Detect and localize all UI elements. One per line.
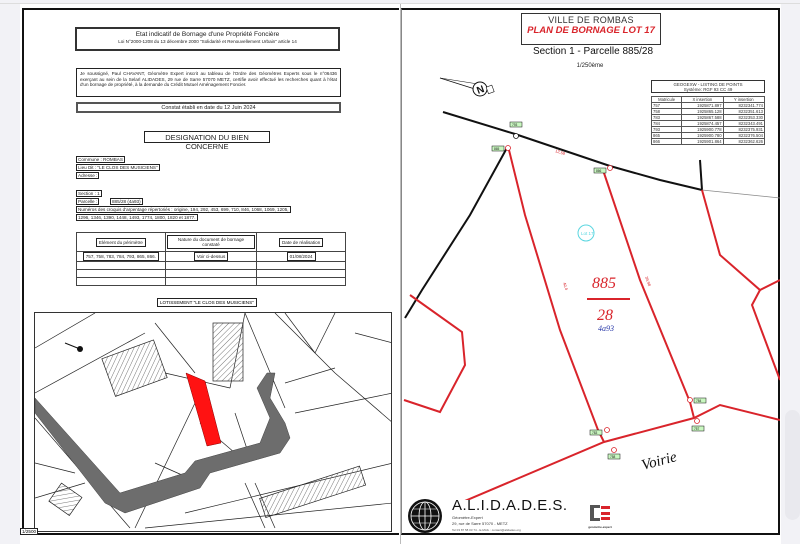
table-row — [77, 278, 346, 286]
adresse-label: Adresse : — [78, 173, 98, 178]
croquis-list-line1: Numéros des croquis d'arpentage répertoriés : origine, 194, 292, 453, 699, 710, 846, 1068, 1069, 1205, — [78, 207, 289, 212]
parcel-sub: 28 — [597, 307, 613, 324]
y-coord: 8232362.626 — [723, 139, 764, 145]
document-title: Etat indicatif de Bornage d'une Propriété Foncière — [135, 31, 280, 38]
y-coord: 8232353.330 — [723, 115, 764, 121]
x-coord: 1925874.457 — [682, 121, 723, 127]
voirie-label: Voirie — [639, 449, 679, 474]
bornage-plan-drawing — [402, 70, 780, 500]
overview-scale: 1/2500 — [22, 529, 37, 534]
svg-text:N: N — [475, 83, 486, 97]
north-arrow-icon — [65, 343, 83, 352]
overview-map-drawing — [35, 313, 392, 532]
company-contact: Tel 03 87 58 03 74 - E-MAIL : contact@alidades.org — [452, 528, 521, 532]
y-coord: 8232376.504 — [723, 133, 764, 139]
geometre-expert-logo-icon — [588, 503, 612, 523]
document-law-reference: Loi N°2000-1208 du 13 décembre 2000 "Solidarité et Renouvellement Urbain" article 14 — [118, 39, 297, 45]
matricule: 758 — [652, 109, 682, 115]
svg-text:757: 757 — [694, 427, 700, 431]
scrollbar[interactable] — [785, 410, 800, 520]
parcel-area: 4a93 — [598, 324, 614, 333]
document-title-box — [75, 27, 340, 51]
svg-text:865: 865 — [494, 147, 500, 151]
lieu-dit-label: Lieu Dit : "LE CLOS DES MUSICIENS" — [78, 165, 158, 170]
x-coord: 1925900.780 — [682, 133, 723, 139]
constat-date: Constat établi en date du 12 Juin 2024 — [76, 102, 341, 113]
header-y: Y insertion — [723, 97, 764, 103]
company-subtitle: Géomètre-Expert — [452, 515, 483, 520]
x-coord: 1925900.778 — [682, 127, 723, 133]
commune-label: Commune : ROMBAS — [78, 157, 123, 162]
geo-listing-title: GEOGEXW - LISTING DE POINTS — [673, 82, 743, 87]
header-date: Date de réalisation — [279, 238, 323, 247]
matricule: 865 — [652, 133, 682, 139]
designation-heading: DESIGNATION DU BIEN CONCERNE — [144, 131, 270, 143]
section-parcelle: Section 1 - Parcelle 885/28 — [532, 46, 654, 57]
parcel-number: 885 — [592, 275, 616, 292]
company-name: A.L.I.D.A.D.E.S. — [452, 497, 568, 514]
table-row — [77, 262, 346, 270]
x-coord: 1925871.897 — [682, 103, 723, 109]
cell-date: 01/08/2024 — [287, 252, 316, 261]
section-label: Section : 1 — [78, 191, 100, 196]
header-nature: Nature du document de bornage constaté — [167, 235, 255, 249]
lot-number-badge: Lot 17 — [581, 231, 594, 236]
plan-title: PLAN DE BORNAGE LOT 17 — [527, 25, 655, 36]
parcelle-value: 885/28 (4a93) — [112, 199, 141, 204]
geo-listing-system: Système: RGF 93 CC 49 — [683, 87, 733, 93]
matricule: 784 — [652, 121, 682, 127]
alidades-globe-logo-icon — [407, 498, 443, 534]
svg-text:758: 758 — [610, 455, 616, 459]
y-coord: 8232341.774 — [723, 103, 764, 109]
header-x: X insertion — [682, 97, 723, 103]
svg-text:40,4: 40,4 — [562, 281, 570, 291]
matricule: 866 — [652, 139, 682, 145]
header-matricule: Matricule — [652, 97, 682, 103]
lotissement-overview-map — [34, 312, 392, 532]
plan-scale: 1/250ème — [576, 63, 604, 69]
croquis-list-line2: 1296, 1346, 1390, 1448, 1493, 1774, 1800, 1820 et 1877. — [78, 215, 196, 220]
certification-text: Je soussigné, Paul CHAVANT, Géomètre Expert inscrit au tableau de l'Ordre des Géomètres Experts sous le n°06436 exerçant au sein de la Selarl ALIDADES, 29 rue de Sarre 57070 METZ, certifie avoir effectué les recherches quant à l'état d'un bornage de propriété, à la demande du Crédit Mutuel Aménagement Foncier. — [76, 68, 341, 97]
lotissement-label: LOTISSEMENT "LE CLOS DES MUSICIENS" — [157, 298, 257, 307]
matricule: 783 — [652, 115, 682, 121]
svg-text:12,58: 12,58 — [554, 148, 566, 157]
cell-element: 757, 758, 783, 784, 793, 865, 866. — [83, 252, 159, 261]
y-coord: 8232343.491 — [723, 121, 764, 127]
table-row — [77, 270, 346, 278]
matricule: 757 — [652, 103, 682, 109]
cell-nature: Voir ci-dessus — [194, 252, 229, 261]
perimeter-table — [76, 232, 346, 286]
svg-text:866: 866 — [596, 169, 602, 173]
header-element: Elément du périmètre — [96, 238, 146, 247]
table-row — [77, 252, 346, 262]
company-address: 29, rue de Sarre 57070 - METZ — [452, 521, 508, 526]
x-coord: 1925865.128 — [682, 109, 723, 115]
perimeter-table-header — [77, 233, 346, 252]
parcelle-label: Parcelle : — [78, 199, 98, 204]
matricule: 793 — [652, 127, 682, 133]
x-coord: 1925901.864 — [682, 139, 723, 145]
x-coord: 1925867.588 — [682, 115, 723, 121]
y-coord: 8232375.931 — [723, 127, 764, 133]
geometre-expert-caption: géomètre-expert — [588, 525, 612, 529]
svg-text:793: 793 — [512, 123, 518, 127]
north-arrow-icon — [440, 78, 494, 97]
svg-text:784: 784 — [696, 399, 702, 403]
svg-text:39,98: 39,98 — [644, 275, 653, 287]
plan-title-box — [521, 13, 661, 45]
ville-name: VILLE DE ROMBAS — [548, 15, 634, 25]
y-coord: 8232351.613 — [723, 109, 764, 115]
svg-text:783: 783 — [592, 431, 598, 435]
